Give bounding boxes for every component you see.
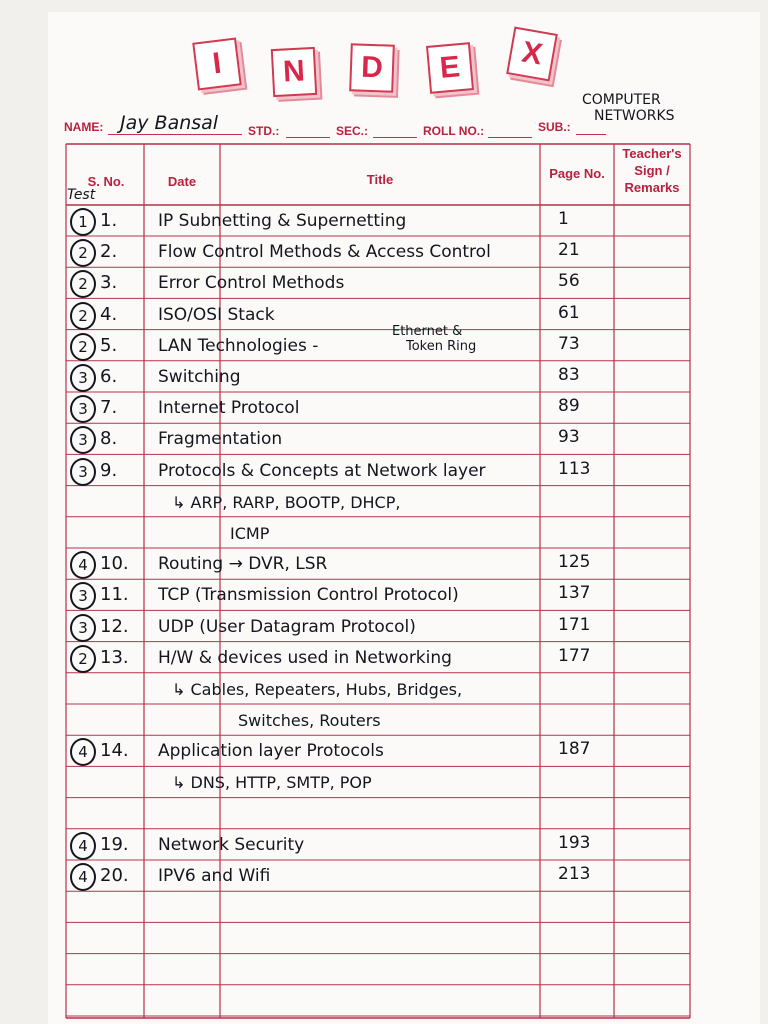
entry-title: TCP (Transmission Control Protocol) <box>158 585 459 606</box>
serial-number: 2. <box>100 241 118 263</box>
page-number: 171 <box>558 614 591 635</box>
column-header-remarks-3: Remarks <box>624 180 680 195</box>
serial-number: 9. <box>100 459 118 481</box>
serial-number: 20. <box>100 865 129 887</box>
serial-number: 1. <box>100 210 118 231</box>
serial-number: 8. <box>100 428 118 450</box>
test-number-circle: 4 <box>70 551 96 579</box>
entry-title: Switching <box>158 367 241 387</box>
entry-title-extra: Token Ring <box>406 338 477 354</box>
serial-number: 12. <box>100 615 129 637</box>
std-label: STD.: <box>248 124 280 138</box>
test-number-circle: 3 <box>70 458 96 486</box>
test-number-circle: 2 <box>70 239 96 267</box>
test-number-circle: 3 <box>70 614 96 642</box>
entry-subtopics: ICMP <box>230 523 270 543</box>
entry-title: Error Control Methods <box>158 273 345 294</box>
test-number-circle: 2 <box>70 302 96 330</box>
subject-line-2: NETWORKS <box>594 108 675 124</box>
entry-title: Fragmentation <box>158 429 283 450</box>
banner-letter-i: I <box>192 37 242 90</box>
page-number: 89 <box>558 396 580 417</box>
page-number: 93 <box>558 427 580 448</box>
serial-number: 14. <box>100 740 129 762</box>
entry-title: IP Subnetting & Supernetting <box>158 211 407 231</box>
column-header-remarks-2: Sign / <box>634 163 670 178</box>
page-number: 73 <box>558 333 580 354</box>
serial-number: 10. <box>100 553 129 575</box>
test-number-circle: 2 <box>70 270 96 298</box>
test-number-circle: 3 <box>70 426 96 454</box>
sec-label: SEC.: <box>336 124 369 138</box>
test-number-circle: 3 <box>70 395 96 423</box>
entry-title: ISO/OSI Stack <box>158 304 275 325</box>
entry-title: H/W & devices used in Networking <box>158 647 452 668</box>
test-number-circle: 4 <box>70 738 96 766</box>
entry-subtopics: Switches, Routers <box>238 710 381 730</box>
page-number: 125 <box>558 552 591 573</box>
entry-title: Internet Protocol <box>158 398 300 419</box>
serial-number: 11. <box>100 584 129 606</box>
entry-title: IPV6 and Wifi <box>158 866 271 887</box>
entry-subtopics: ↳ Cables, Repeaters, Hubs, Bridges, <box>172 679 463 699</box>
test-number-circle: 2 <box>70 645 96 673</box>
entry-title: Routing → DVR, LSR <box>158 554 328 575</box>
test-number-circle: 1 <box>70 208 96 236</box>
serial-number: 19. <box>100 834 129 855</box>
entry-title: Application layer Protocols <box>158 741 384 762</box>
roll-label: ROLL NO.: <box>423 124 485 138</box>
entry-title-extra: Ethernet & <box>392 323 463 339</box>
banner-letter-d: D <box>349 43 395 93</box>
page-number: 193 <box>558 833 591 853</box>
column-header-title: Title <box>366 172 394 187</box>
column-header-test: Test <box>67 187 96 203</box>
page-number: 177 <box>558 645 591 666</box>
entry-title: Flow Control Methods & Access Control <box>158 242 491 263</box>
page-number: 61 <box>558 302 580 323</box>
banner-letter-n: N <box>271 47 317 97</box>
test-number-circle: 4 <box>70 832 96 860</box>
banner-letter-e: E <box>426 42 474 94</box>
name-label: NAME: <box>64 120 104 134</box>
entry-title: UDP (User Datagram Protocol) <box>158 616 416 637</box>
serial-number: 13. <box>100 646 129 668</box>
serial-number: 7. <box>100 397 118 419</box>
column-header-date: Date <box>167 174 197 189</box>
serial-number: 3. <box>100 272 118 294</box>
serial-number: 5. <box>100 334 118 356</box>
page-number: 113 <box>558 458 591 479</box>
entry-title: LAN Technologies - <box>158 335 319 356</box>
page-number: 213 <box>558 864 591 885</box>
entry-subtopics: ↳ DNS, HTTP, SMTP, POP <box>172 773 372 793</box>
serial-number: 6. <box>100 366 118 387</box>
entry-title: Protocols & Concepts at Network layer <box>158 460 486 481</box>
page-number: 21 <box>558 240 580 261</box>
entry-title: Network Security <box>158 835 305 855</box>
test-number-circle: 2 <box>70 333 96 361</box>
serial-number: 4. <box>100 303 118 325</box>
page-number: 56 <box>558 271 580 292</box>
entry-subtopics: ↳ ARP, RARP, BOOTP, DHCP, <box>172 492 401 512</box>
page-number: 1 <box>558 209 569 229</box>
test-number-circle: 3 <box>70 364 96 392</box>
column-header-page: Page No. <box>549 166 605 181</box>
name-value: Jay Bansal <box>120 112 219 134</box>
subject-line-1: COMPUTER <box>582 92 661 108</box>
column-header-sno: S. No. <box>87 174 125 189</box>
page-number: 83 <box>558 365 580 385</box>
page-number: 137 <box>558 583 591 604</box>
banner-letter-x: X <box>506 27 558 82</box>
sub-label: SUB.: <box>538 120 571 134</box>
test-number-circle: 3 <box>70 582 96 610</box>
test-number-circle: 4 <box>70 863 96 891</box>
page-number: 187 <box>558 739 591 760</box>
column-header-remarks-1: Teacher's <box>622 146 682 161</box>
